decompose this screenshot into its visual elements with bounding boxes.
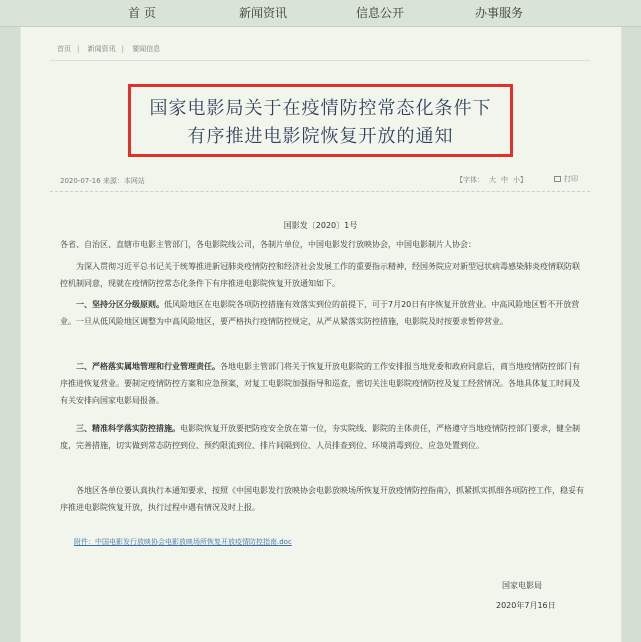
closing-paragraph: 各地区各单位要认真执行本通知要求，按照《中国电影发行放映协会电影放映场所恢复开放疫情防控指南》，抓紧抓实抓细各项防控工作，稳妥有序推进电影院恢复开放，执行过程中遇有情况及时上报。 [60, 486, 584, 512]
nav-services[interactable]: 办事服务 [474, 6, 523, 20]
font-size-selector [456, 175, 527, 185]
recipients: 各省、自治区、直辖市电影主管部门，各电影院线公司，各制片单位，中国电影发行放映协会，中国电影制片人协会： [60, 240, 476, 249]
article-title-line-1: 国家电影局关于在疫情防控常态化条件下 [149, 98, 492, 119]
nav-news[interactable]: 新闻资讯 [238, 6, 287, 20]
breadcrumb-news[interactable]: 新闻资讯 [87, 45, 116, 53]
section-3-body: 电影院恢复开放要把防疫安全放在第一位，夯实院线、影院的主体责任，严格遵守当地疫情防控部门要求，健全制度，完善措施，切实做到常态防控到位、预约限流到位、排片间隔到位、人员排查到位、环境消毒到位、应急处置到位。 [60, 424, 580, 450]
section-1-heading: 一、坚持分区分级原则。 [76, 300, 164, 309]
font-size-small[interactable]: 小 [513, 176, 520, 184]
font-size-medium[interactable]: 中 [501, 176, 508, 184]
nav-public-info[interactable]: 信息公开 [355, 6, 404, 20]
breadcrumb [57, 44, 166, 54]
signer-name: 国家电影局 [502, 581, 542, 590]
document-number: 国影发〔2020〕1号 [283, 221, 358, 230]
intro-paragraph: 为深入贯彻习近平总书记关于统筹推进新冠肺炎疫情防控和经济社会发展工作的重要指示精神，经国务院应对新型冠状病毒感染肺炎疫情联防联控机制同意，现就在疫情防控常态化条件下有序推进电影院恢复开放通知如下。 [60, 262, 580, 288]
section-1 [60, 296, 584, 330]
breadcrumb-separator: | [77, 45, 80, 53]
section-1-body: 低风险地区在电影院各项防控措施有效落实到位的前提下，可于7月20日有序恢复开放营业。中高风险地区暂不开放营业。一旦从低风险地区调整为中高风险地区，要严格执行疫情防控规定，从严从紧落实防控措施，电影院及时按要求暂停营业。 [60, 300, 580, 326]
breadcrumb-divider [50, 60, 590, 61]
section-2 [60, 358, 584, 409]
printer-icon [554, 176, 561, 182]
section-2-heading: 二、严格落实属地管理和行业管理责任。 [76, 362, 220, 371]
font-size-label: 【字体： [456, 176, 484, 184]
top-nav-bar [0, 0, 641, 27]
section-2-body: 各地电影主管部门将关于恢复开放电影院的工作安排报当地党委和政府同意后，商当地疫情防控部门有序推进恢复营业。要制定疫情防控方案和应急预案，对复工电影院加强指导和巡查，密切关注电影院疫情防控及复工经营情况。各地具体复工时间及有关安排向国家电影局报备。 [60, 362, 580, 405]
article-title-line-2: 有序推进电影院恢复开放的通知 [187, 126, 454, 147]
nav-home[interactable]: 首 页 [128, 6, 156, 20]
breadcrumb-headlines[interactable]: 要闻信息 [132, 45, 161, 53]
breadcrumb-separator: | [121, 45, 124, 53]
section-3 [60, 420, 584, 454]
section-3-heading: 三、精准科学落实防控措施。 [76, 424, 180, 433]
print-button[interactable] [554, 174, 578, 184]
meta-divider [50, 191, 590, 192]
font-size-large[interactable]: 大 [489, 176, 496, 184]
publish-date-source: 2020-07-16 来源：本网站 [60, 177, 145, 185]
attachment-link[interactable]: 附件：中国电影发行放映协会电影放映场所恢复开放疫情防控指南.doc [74, 538, 292, 546]
sign-date: 2020年7月16日 [496, 601, 556, 610]
breadcrumb-home[interactable]: 首页 [57, 45, 71, 53]
font-size-bracket: 】 [520, 176, 527, 184]
print-label: 打印 [564, 175, 578, 183]
